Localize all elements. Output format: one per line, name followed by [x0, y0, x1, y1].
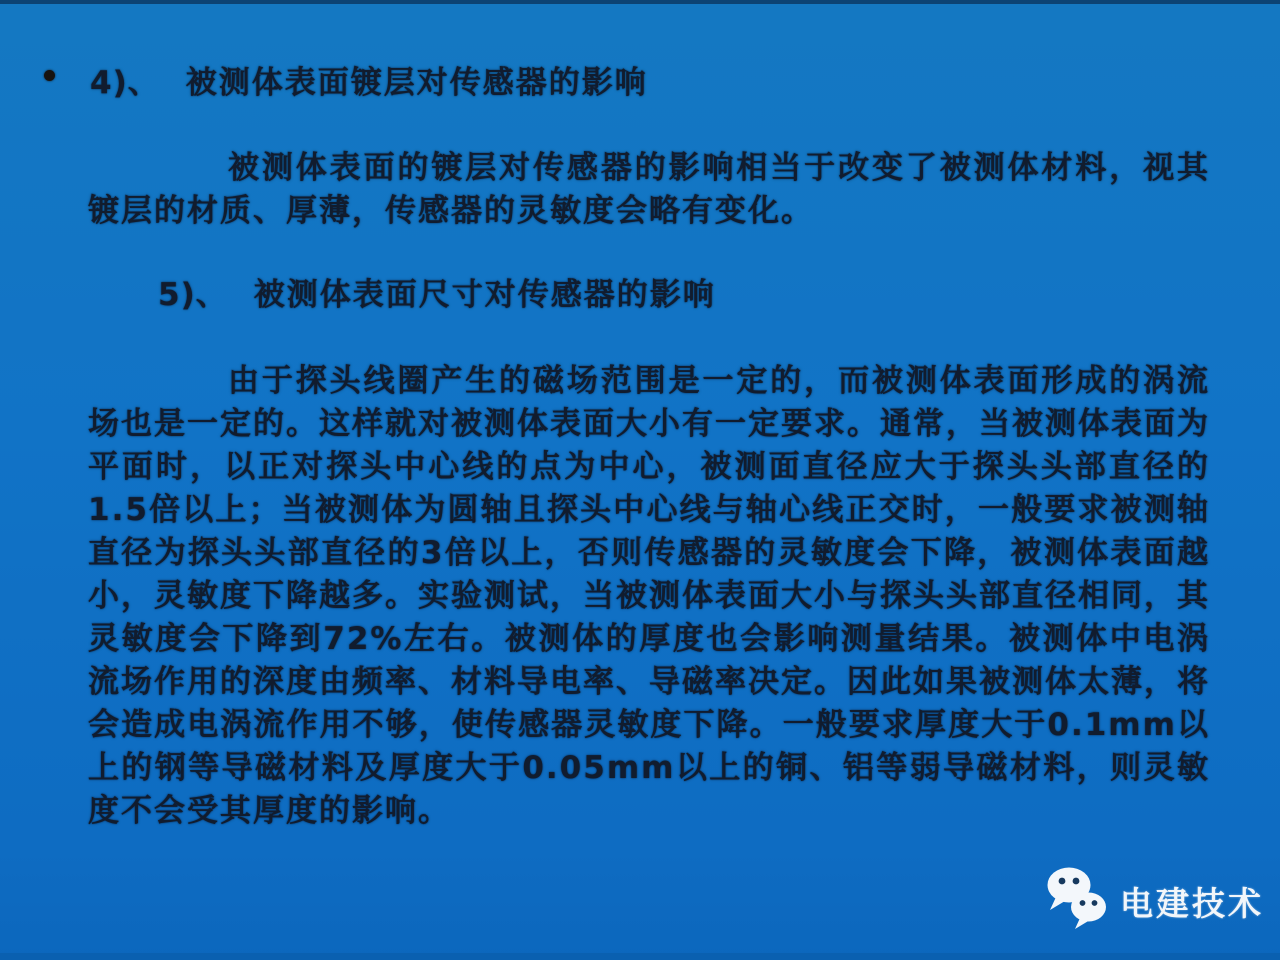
section-heading-5-number: 5)、 — [158, 277, 228, 313]
wechat-logo-icon — [1046, 866, 1110, 936]
wechat-account-name: 电建技术 — [1120, 883, 1264, 923]
section-heading-4-title: 被测体表面镀层对传感器的影响 — [185, 65, 648, 101]
wechat-watermark — [1046, 866, 1264, 936]
section-heading-4 — [90, 57, 648, 102]
section-heading-4-number: 4)、 — [90, 65, 160, 101]
section-heading-5 — [158, 269, 716, 314]
top-edge-strip — [0, 0, 1280, 4]
bottom-edge-strip — [0, 953, 1280, 960]
section-heading-5-title: 被测体表面尺寸对传感器的影响 — [253, 277, 716, 313]
paragraph-coating-effect: 被测体表面的镀层对传感器的影响相当于改变了被测体材料，视其镀层的材质、厚薄，传感器的灵敏度会略有变化。 — [88, 150, 1210, 229]
bullet-icon — [44, 70, 55, 81]
paragraph-surface-size-effect: 由于探头线圈产生的磁场范围是一定的，而被测体表面形成的涡流场也是一定的。这样就对被测体表面大小有一定要求。通常，当被测体表面为平面时，以正对探头中心线的点为中心，被测面直径应大于探头头部直径的1.5倍以上；当被测体为圆轴且探头中心线与轴心线正交时，一般要求被测轴直径为探头头部直径的3倍以上，否则传感器的灵敏度会下降，被测体表面越小，灵敏度下降越多。实验测试，当被测体表面大小与探头头部直径相同，其灵敏度会下降到72%左右。被测体的厚度也会影响测量结果。被测体中电涡流场作用的深度由频率、材料导电率、导磁率决定。因此如果被测体太薄，将会造成电涡流作用不够，使传感器灵敏度下降。一般要求厚度大于0.1mm以上的钢等导磁材料及厚度大于0.05mm以上的铜、铝等弱导磁材料，则灵敏度不会受其厚度的影响。 — [88, 363, 1210, 829]
